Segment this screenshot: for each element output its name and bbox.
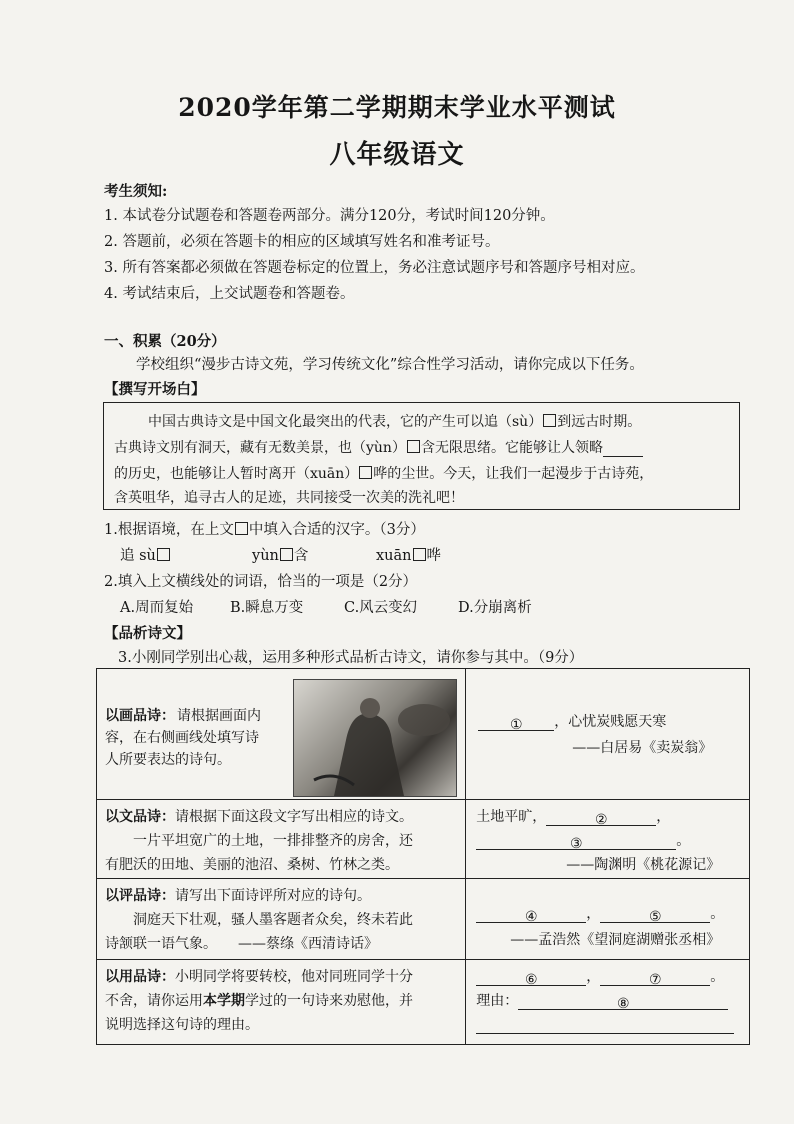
q2-option-d[interactable]: D.分崩离析 [458,600,532,616]
q1-item-su: 追 sù [120,546,171,566]
passage-line-1: 中国古典诗文是中国文化最突出的代表，它的产生可以追（sù） 到远古时期。 [148,414,642,430]
q1-item-yun: yùn 含 [252,548,309,564]
row1-label: 以画品诗： [105,708,175,724]
row2-right: 土地平旷， ② ， ③ 。 ——陶渊明《桃花源记》 [466,800,750,879]
row3-source: ——孟浩然《望洞庭湖赠张丞相》 [510,932,721,948]
q2-option-b[interactable]: B.瞬息万变 [230,600,304,616]
row1-left: 以画品诗： 请根据画面内 容，在右侧画线处填写诗 人所要表达的诗句。 [97,669,466,800]
fill-box-icon [407,440,420,453]
exam-subtitle: 八年级语文 [329,140,465,170]
fill-box-icon[interactable] [157,548,170,561]
row1-verse: ① ，心忧炭贱愿天寒 [478,713,666,731]
notice-item-1: 1. 本试卷分试题卷和答题卷两部分。满分120分，考试时间120分钟。 [104,208,555,224]
fill-box-icon[interactable] [280,548,293,561]
answer-blank-3[interactable]: ③ [476,835,676,850]
poetry-table [96,668,750,1045]
answer-blank-4[interactable]: ④ [476,908,586,923]
question-2: 2.填入上文横线处的词语，恰当的一项是（2分） [104,574,418,590]
answer-blank-2[interactable]: ② [546,811,656,826]
sub-heading-opening: 【撰写开场白】 [104,381,206,398]
charcoal-seller-painting [293,679,457,797]
passage-line-2: 古典诗文別有洞天，藏有无数美景，也（yùn） 含无限思绪。它能够让人领略 [114,437,643,457]
notice-item-2: 2. 答题前，必须在答题卡的相应的区域填写姓名和准考证号。 [104,234,500,250]
q1-item-xuan: xuān 哗 [376,548,441,564]
notice-item-4: 4. 考试结束后，上交试题卷和答题卷。 [104,286,355,302]
q2-option-c[interactable]: C.风云变幻 [344,600,418,616]
row4-left: 以用品诗：小明同学将要转校，他对同班同学十分 不舍，请你运用本学期学过的一句诗来劝慰他，并 说明选择这句诗的理由。 [97,960,466,1045]
row1-source: ——白居易《卖炭翁》 [572,740,713,756]
answer-blank-5[interactable]: ⑤ [600,908,710,923]
sub-heading-analysis: 【品析诗文】 [104,625,191,642]
notice-item-3: 3. 所有答案都必须做在答题卷标定的位置上，务必注意试题序号和答题序号相对应。 [104,260,645,276]
row2-source: ——陶渊明《桃花源记》 [566,857,721,873]
section1-intro: 学校组织“漫步古诗文苑，学习传统文化”综合性学习活动，请你完成以下任务。 [136,357,644,373]
answer-blank-7[interactable]: ⑦ [600,971,710,986]
row1-desc: 请根据画面内 [177,708,261,724]
row3-right: ④ ， ⑤ 。 ——孟浩然《望洞庭湖赠张丞相》 [466,879,750,960]
fill-box-icon [543,414,556,427]
row4-desc: 以用品诗：小明同学将要转校，他对同班同学十分 [105,969,413,985]
notice-heading: 考生须知: [104,183,168,200]
row2-lead: 土地平旷， ② ， [476,809,671,828]
row4-right: ⑥ ， ⑦ 。 理由： ⑧ [466,960,750,1045]
passage-box [103,402,740,510]
table-row [97,879,750,960]
fill-box-icon [235,522,248,535]
row1-right [466,669,750,800]
row3-left: 以评品诗：请写出下面诗评所对应的诗句。 洞庭天下壮观，骚人墨客题者众矣，终未若此 诗颔联一语气象。 ——蔡绦《西清诗话》 [97,879,466,960]
question-1: 1.根据语境，在上文 中填入合适的汉字。（3分） [104,522,425,538]
answer-blank-6[interactable]: ⑥ [476,971,586,986]
row2-desc: 以文品诗：请根据下面这段文字写出相应的诗文。 [105,809,413,825]
table-row [97,800,750,879]
answer-blank-1[interactable]: ① [478,716,554,731]
row3-desc: 以评品诗：请写出下面诗评所对应的诗句。 [105,888,371,904]
section1-heading: 一、积累（20分） [104,333,226,350]
fill-box-icon [359,466,372,479]
question-3: 3.小刚同学别出心裁，运用多种形式品析古诗文，请你参与其中。（9分） [118,650,584,666]
exam-title: 2020学年第二学期期末学业水平测试 [178,93,616,122]
row2-left: 以文品诗：请根据下面这段文字写出相应的诗文。 一片平坦宽广的土地，一排排整齐的房舍，还 有肥沃的田地、美丽的池沼、桑树、竹林之类。 [97,800,466,879]
passage-blank[interactable] [603,442,643,457]
answer-blank-reason-line[interactable] [476,1019,734,1034]
reason-label: 理由： [476,993,519,1009]
table-row [97,960,750,1045]
q2-option-a[interactable]: A.周而复始 [120,600,194,616]
painting-image-icon [294,680,456,796]
table-row [97,669,750,800]
answer-blank-8[interactable]: ⑧ [518,995,728,1010]
passage-line-3: 的历史，也能够让人暂时离开（xuān） 哗的尘世。今天，让我们一起漫步于古诗苑， [114,466,654,482]
passage-line-4: 含英咀华，追寻古人的足迹，共同接受一次美的洗礼吧！ [114,490,464,506]
fill-box-icon[interactable] [413,548,426,561]
